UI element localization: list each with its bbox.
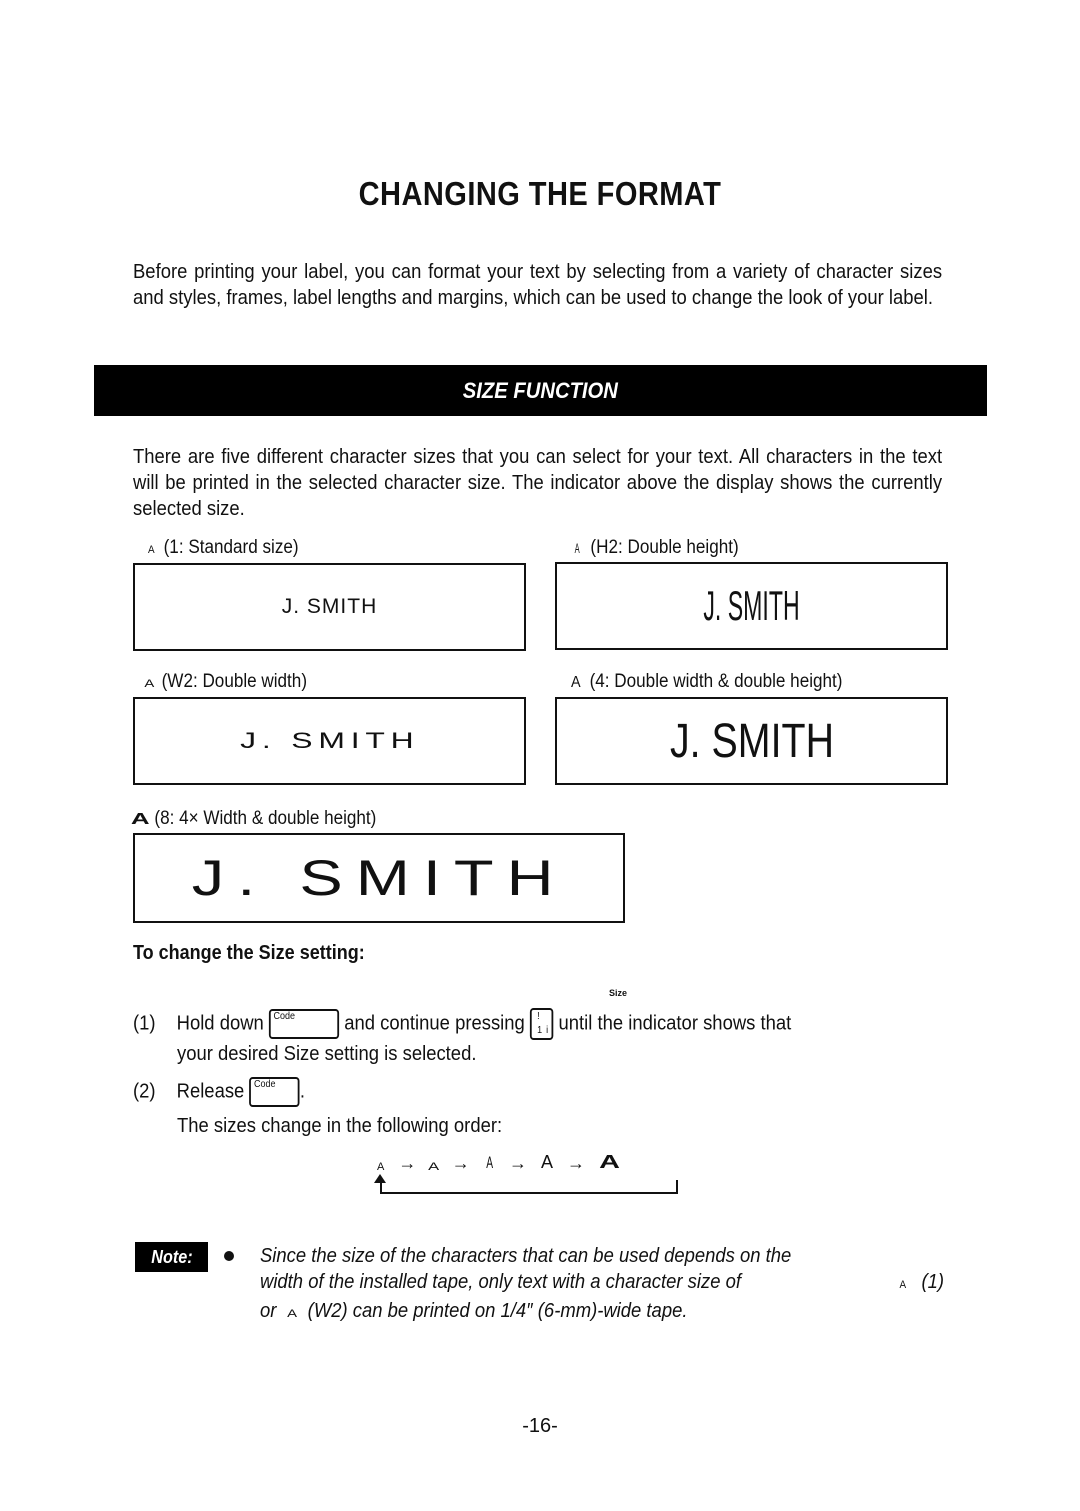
caption-text: (4: Double width & double height) [589, 671, 843, 692]
sample-caption-double-width [146, 671, 307, 693]
section-banner [94, 365, 987, 416]
size-double-width-icon: A [287, 1308, 298, 1320]
step-2: (2) Release Code . [133, 1077, 305, 1107]
step-text: and continue pressing [344, 1011, 525, 1035]
size-indicator-standard-icon: A [148, 544, 155, 556]
step-text: Release [176, 1079, 245, 1103]
size-indicator-double-width-height-icon: A [571, 674, 581, 691]
arrow-right-icon: → [451, 1153, 470, 1173]
sample-box-double-height [555, 562, 948, 650]
step-number: (2) [133, 1079, 156, 1103]
section-banner-title: SIZE FUNCTION [462, 377, 619, 403]
page-number: -16- [522, 1415, 558, 1437]
order-intro: The sizes change in the following order: [177, 1114, 503, 1137]
sample-box-4x-width [133, 833, 625, 923]
step-text: until the indicator shows that [558, 1011, 792, 1035]
step-1-continued: your desired Size setting is selected. [177, 1042, 477, 1065]
step-number: (1) [133, 1011, 156, 1035]
loop-back-arrow-icon [380, 1180, 678, 1194]
caption-text: (8: 4× Width & double height) [154, 808, 377, 829]
sample-box-double-width [133, 697, 526, 785]
sample-text: J. SMITH [191, 850, 567, 906]
size-double-height-icon: A [485, 1153, 493, 1172]
arrow-right-icon: → [567, 1153, 586, 1173]
caption-text: (1: Standard size) [163, 537, 299, 558]
page-title: CHANGING THE FORMAT [358, 175, 722, 212]
sample-text: J. SMITH [239, 728, 420, 753]
sample-caption-double-width-height [571, 671, 842, 693]
sample-box-double-width-height [555, 697, 948, 785]
intro-paragraph: Before printing your label, you can format your text by selecting from a variety of character sizes and styles, frames, label lengths and margins, which can be used to change the look of your label. [133, 260, 943, 309]
size-indicator-double-height-icon: A [574, 540, 580, 556]
instructions-heading: To change the Size setting: [133, 942, 365, 964]
size-description: There are five different character sizes that you can select for your text. All characters in the text will be printed in the selected character size. The indicator above the display shows the currently selected size. [133, 445, 943, 520]
sample-caption-standard [148, 537, 299, 559]
bullet-icon [224, 1251, 234, 1261]
sample-text: J. SMITH [281, 595, 378, 618]
sample-caption-4x-width [130, 808, 377, 830]
note-badge-label: Note: [150, 1246, 193, 1267]
size-indicator-double-width-icon: A [144, 678, 155, 690]
sample-box-standard [133, 563, 526, 651]
size-double-width-icon: A [428, 1161, 440, 1173]
caption-text: (H2: Double height) [590, 537, 739, 558]
sample-caption-double-height [573, 537, 739, 559]
size-standard-icon: A [899, 1279, 907, 1291]
size-standard-icon: A [377, 1161, 385, 1173]
sample-text: J. SMITH [669, 714, 834, 768]
code-key-icon: Code [269, 1009, 339, 1039]
step-1 [133, 1008, 791, 1040]
arrow-right-icon: → [398, 1153, 417, 1173]
arrow-up-icon [374, 1174, 386, 1183]
code-key-icon: Code [249, 1077, 299, 1107]
caption-text: (W2: Double width) [161, 671, 308, 692]
size-4x-width-icon: A [599, 1152, 620, 1172]
size-indicator-4x-width-icon: A [130, 811, 150, 828]
size-key-icon: ! 1 i [530, 1008, 553, 1040]
size-order-sequence [377, 1152, 620, 1173]
note-text: Since the size of the characters that can be used depends on the width of the installed tape, only text with a character size of A (1) or A (W2) can be printed on 1/4″ (6-mm)-wide tape. [260, 1243, 944, 1327]
size-key-caption: Size [609, 988, 628, 998]
note-badge [135, 1242, 208, 1272]
size-double-width-height-icon: A [541, 1152, 554, 1172]
sample-text: J. SMITH [703, 582, 800, 629]
step-text: Hold down [176, 1011, 264, 1035]
arrow-right-icon: → [509, 1153, 528, 1173]
